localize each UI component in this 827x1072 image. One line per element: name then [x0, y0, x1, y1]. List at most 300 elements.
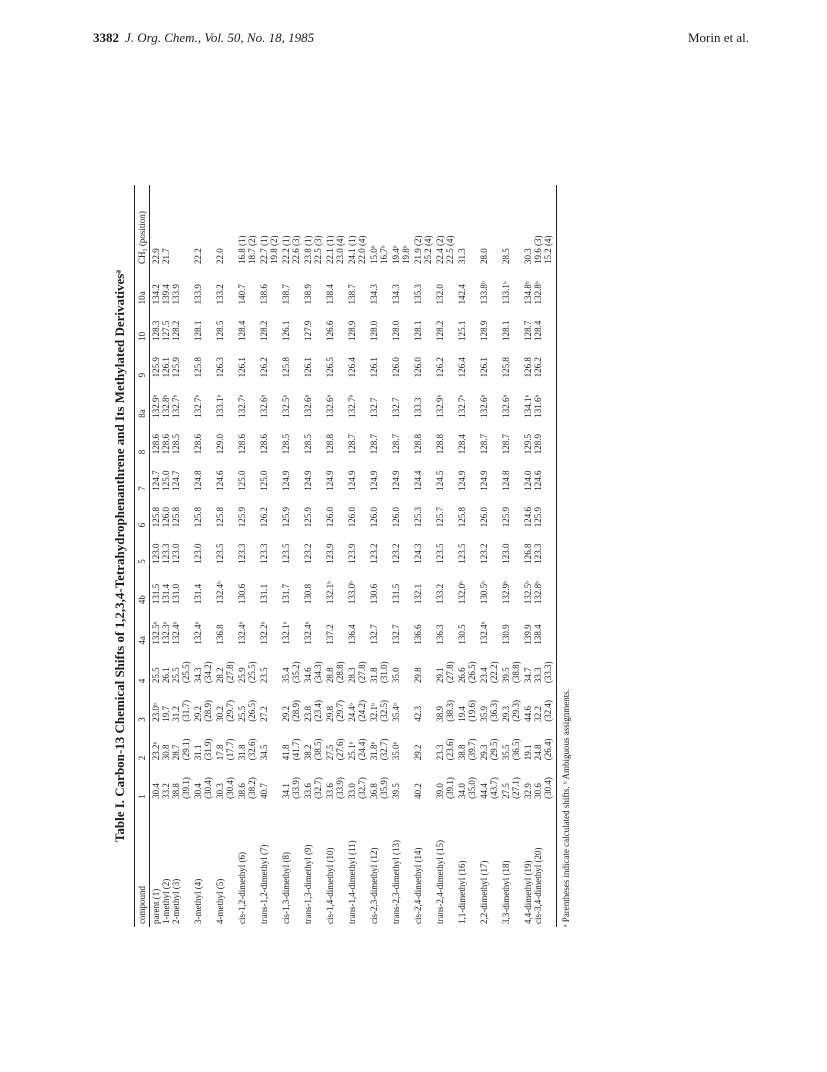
shift-value: (39.7) [467, 738, 477, 761]
shift-value: 123.2 [303, 543, 313, 564]
shift-value: 132.7ᵇ [237, 394, 247, 418]
shift-cell [324, 648, 346, 687]
compound-cell [150, 802, 193, 927]
shift-value: 21.7 [161, 248, 171, 264]
shift-cell [302, 307, 324, 344]
shift-value: (30.4) [225, 777, 235, 799]
shift-value: 132.5ᵇ [151, 621, 161, 645]
shift-value: (32.5) [379, 699, 389, 722]
shift-value: 125.8 [151, 507, 161, 528]
shift-value: 30.4 [193, 783, 203, 799]
shift-value: 30.2 [215, 705, 225, 722]
table-row [434, 185, 456, 927]
shift-value: 128.7 [347, 434, 357, 455]
column-header: 8 [135, 421, 150, 458]
shift-value: 123.3 [237, 543, 247, 564]
shift-value: 128.4 [237, 320, 247, 341]
shift-value: 123.3 [161, 543, 171, 564]
shift-value: 31.3 [457, 248, 467, 264]
shift-value: 125.8 [457, 507, 467, 528]
column-header: 10 [135, 307, 150, 344]
shift-value: (27.1) [511, 777, 521, 799]
compound-cell [478, 802, 500, 927]
shift-value: 22.4 (2) [435, 235, 445, 264]
shift-cell [150, 494, 193, 531]
shift-value: 126.0 [325, 507, 335, 528]
shift-cell [236, 725, 258, 764]
shift-value: 128.8 [435, 434, 445, 455]
shift-cell [390, 185, 412, 267]
shift-value: 38.2 [303, 744, 313, 761]
shift-value: 33.2 [161, 783, 171, 799]
shift-cell [150, 457, 193, 494]
shift-value: 138.9 [303, 284, 313, 305]
shift-cell [478, 494, 500, 531]
shift-cell [150, 185, 193, 267]
shift-cell [434, 380, 456, 420]
shift-value: 128.4 [457, 434, 467, 455]
shift-cell [412, 530, 434, 567]
shift-cell [346, 421, 368, 458]
shift-value: 28.7 [171, 744, 181, 761]
shift-value: 28.3 [347, 667, 357, 684]
shift-cell [500, 380, 522, 420]
shift-value: 124.6 [523, 507, 533, 528]
table-row [412, 185, 434, 927]
shift-value: 123.5 [281, 543, 291, 564]
shift-value: 23.4 [479, 667, 489, 684]
shift-cell [368, 421, 390, 458]
shift-value: 140.7 [237, 284, 247, 305]
shift-value: 35.9 [479, 705, 489, 722]
shift-cell [500, 530, 522, 567]
shift-value: 38.9 [435, 705, 445, 722]
shift-cell [258, 457, 280, 494]
shift-value: (34.2) [203, 661, 213, 684]
shift-cell [412, 725, 434, 764]
shift-value: 132.9ᵇ [435, 394, 445, 418]
shift-value: 23.8 [303, 705, 313, 722]
shift-cell [456, 380, 478, 420]
shift-cell [390, 607, 412, 647]
shift-value: 39.5 [391, 783, 401, 799]
shift-value: 127.5 [161, 320, 171, 341]
column-header: 5 [135, 530, 150, 567]
shift-value: 33.6 [303, 783, 313, 799]
shift-cell [346, 648, 368, 687]
shift-cell [346, 686, 368, 725]
shift-value: 134.1ᵇ [523, 394, 533, 418]
shift-value: 29.2 [193, 705, 203, 722]
shift-value: (34.3) [313, 661, 323, 684]
shift-value: 126.1 [281, 320, 291, 341]
shift-value: 123.5 [215, 543, 225, 564]
shift-value: 22.0 (4) [357, 235, 367, 264]
shift-value: 128.6 [237, 434, 247, 455]
shift-value: (28.9) [291, 699, 301, 722]
shift-cell [302, 267, 324, 307]
shift-value: (17.7) [225, 738, 235, 761]
shift-value: 128.6 [161, 434, 171, 455]
shift-value: (27.6) [335, 738, 345, 761]
shift-cell [412, 267, 434, 307]
shift-cell [522, 267, 557, 307]
shift-cell [192, 686, 214, 725]
shift-cell [214, 686, 236, 725]
shift-value: 23.3 [435, 744, 445, 761]
shift-cell [324, 567, 346, 607]
shift-cell [150, 421, 193, 458]
shift-value: 31.2 [171, 705, 181, 722]
shift-value: (39.1) [445, 777, 455, 799]
compound-cell [258, 802, 280, 927]
shift-cell [368, 763, 390, 802]
shift-cell [258, 607, 280, 647]
shift-cell [280, 344, 302, 381]
chemical-shift-table [134, 185, 557, 927]
shift-cell [280, 725, 302, 764]
shift-value: 22.5 (4) [445, 235, 455, 264]
shift-value: 34.3 [193, 667, 203, 684]
shift-cell [390, 763, 412, 802]
shift-value: 123.2 [479, 543, 489, 564]
shift-cell [368, 607, 390, 647]
shift-value: (27.8) [357, 661, 367, 684]
shift-cell [302, 421, 324, 458]
shift-cell [258, 763, 280, 802]
shift-cell [390, 421, 412, 458]
shift-cell [522, 725, 557, 764]
shift-value: 132.1 [413, 583, 423, 605]
shift-value: 132.6ᵇ [501, 394, 511, 418]
compound-name: cis-1,4-dimethyl (10) [325, 847, 335, 924]
shift-value: (31.9) [203, 738, 213, 761]
shift-value: 125.3 [413, 507, 423, 528]
shift-value: 132.8ᵇ [533, 581, 543, 605]
shift-value: (27.8) [445, 661, 455, 684]
shift-value: 19.8 (2) [269, 235, 279, 264]
shift-cell [456, 494, 478, 531]
shift-value: 25.1ᵇ [347, 741, 357, 761]
shift-value: 127.9 [303, 320, 313, 341]
shift-cell [456, 725, 478, 764]
compound-cell [390, 802, 412, 927]
shift-value: 29.2 [413, 744, 423, 761]
shift-value: 123.0 [151, 543, 161, 564]
shift-value: 125.8 [171, 507, 181, 528]
shift-cell [368, 185, 390, 267]
shift-value: 29.8 [325, 705, 335, 722]
shift-cell [456, 267, 478, 307]
shift-cell [412, 344, 434, 381]
shift-value: 123.3 [259, 543, 269, 564]
page-header-authors: Morin et al. [687, 30, 749, 45]
shift-cell [390, 267, 412, 307]
column-header: 8a [135, 380, 150, 420]
shift-cell [346, 725, 368, 764]
shift-cell [150, 648, 193, 687]
column-header: 4a [135, 607, 150, 647]
shift-cell [258, 185, 280, 267]
journal-citation: J. Org. Chem., Vol. 50, No. 18, 1985 [125, 30, 315, 45]
table-row [302, 185, 324, 927]
shift-value: 128.8 [413, 434, 423, 455]
compound-name: 1,1-dimethyl (16) [457, 860, 467, 924]
shift-value: 124.3 [413, 543, 423, 564]
shift-value: 22.2 [193, 248, 203, 264]
shift-value: 126.0 [347, 507, 357, 528]
shift-value: 30.4 [151, 783, 161, 799]
shift-value: 136.3 [435, 624, 445, 645]
shift-value: (38.2) [247, 777, 257, 799]
shift-cell [412, 607, 434, 647]
shift-value: 27.5 [501, 783, 511, 799]
shift-value: 136.4 [347, 624, 357, 645]
shift-value: (29.1) [181, 738, 191, 761]
compound-name: 4-methyl (5) [215, 878, 225, 924]
shift-cell [258, 725, 280, 764]
shift-cell [478, 530, 500, 567]
shift-value: 125.9 [533, 507, 543, 528]
shift-value: 44.4 [479, 783, 489, 799]
shift-cell [500, 763, 522, 802]
shift-cell [324, 421, 346, 458]
shift-value: 124.8 [193, 470, 203, 491]
shift-value: (35.9) [379, 777, 389, 799]
shift-value: 128.1 [501, 320, 511, 341]
shift-cell [522, 686, 557, 725]
shift-value: 132.8ᵇ [161, 394, 171, 418]
table-row [368, 185, 390, 927]
shift-value: 131.4 [161, 583, 171, 605]
shift-value: 136.8 [215, 624, 225, 645]
compound-name: trans-1,4-dimethyl (11) [347, 840, 357, 924]
shift-value: 23.0 (4) [335, 235, 345, 264]
shift-cell [258, 421, 280, 458]
shift-cell [456, 567, 478, 607]
shift-value: (35.2) [291, 661, 301, 684]
shift-value: 132.7ᵇ [171, 394, 181, 418]
table-footnote: ᵃ Parentheses indicate calculated shifts. ᵇ Ambiguous assignments. [561, 689, 571, 927]
compound-name: 3-methyl (4) [193, 878, 203, 924]
shift-value: 23.0ᵇ [151, 703, 161, 722]
shift-value: 128.5 [303, 434, 313, 455]
shift-value: 131.0 [171, 583, 181, 605]
shift-value: 126.2 [259, 357, 269, 378]
shift-cell [192, 307, 214, 344]
shift-value: 22.6 (3) [291, 235, 301, 264]
shift-cell [150, 607, 193, 647]
shift-value: 135.3 [413, 284, 423, 305]
shift-cell [236, 185, 258, 267]
shift-cell [258, 344, 280, 381]
shift-value: (30.4) [203, 777, 213, 799]
shift-value: 126.1 [237, 357, 247, 378]
shift-value: 132.4ᵇ [193, 621, 203, 645]
shift-value: 126.1 [303, 357, 313, 378]
shift-value: 128.9 [347, 320, 357, 341]
shift-value: 126.0 [479, 507, 489, 528]
shift-value: 28.2 [215, 667, 225, 684]
shift-value: 125.8 [281, 357, 291, 378]
column-header: 4b [135, 567, 150, 607]
shift-cell [192, 494, 214, 531]
shift-cell [280, 530, 302, 567]
shift-cell [412, 648, 434, 687]
shift-cell [522, 607, 557, 647]
shift-cell [346, 763, 368, 802]
shift-value: 35.0ᵇ [391, 741, 401, 761]
shift-value: (33.9) [335, 777, 345, 799]
shift-value: 128.0 [369, 320, 379, 341]
shift-cell [434, 421, 456, 458]
shift-cell [280, 567, 302, 607]
shift-value: 126.3 [215, 357, 225, 378]
shift-value: 126.0 [161, 507, 171, 528]
shift-value: 128.9 [479, 320, 489, 341]
shift-value: 24.1 (1) [347, 235, 357, 264]
shift-cell [390, 344, 412, 381]
shift-value: (27.8) [225, 661, 235, 684]
shift-cell [324, 380, 346, 420]
shift-value: (29.3) [511, 699, 521, 722]
shift-value: 123.0 [501, 543, 511, 564]
shift-cell [434, 494, 456, 531]
shift-value: 26.6 [457, 667, 467, 684]
shift-cell [368, 686, 390, 725]
shift-value: 29.8 [413, 667, 423, 684]
shift-cell [324, 686, 346, 725]
shift-value: 19.6 (3) [533, 235, 543, 264]
table-row [324, 185, 346, 927]
shift-cell [500, 185, 522, 267]
table-row [214, 185, 236, 927]
shift-cell [522, 185, 557, 267]
shift-value: (25.5) [181, 661, 191, 684]
shift-value: 38.6 [237, 783, 247, 799]
shift-value: 131.5 [391, 583, 401, 605]
shift-cell [412, 380, 434, 420]
shift-cell [302, 530, 324, 567]
shift-cell [302, 725, 324, 764]
shift-value: 132.2ᵇ [259, 621, 269, 645]
shift-value: 133.2 [215, 284, 225, 305]
shift-value: (32.7) [313, 777, 323, 799]
shift-value: 25.5 [151, 667, 161, 684]
shift-value: 124.9 [303, 470, 313, 491]
shift-value: (29.7) [335, 699, 345, 722]
shift-value: 31.1 [193, 744, 203, 761]
shift-value: 38.8 [457, 744, 467, 761]
shift-value: 130.9 [501, 624, 511, 645]
shift-cell [478, 725, 500, 764]
shift-value: 40.2 [413, 783, 423, 799]
shift-cell [324, 457, 346, 494]
shift-value: 23.2ᵇ [151, 741, 161, 761]
shift-value: 132.9ᵇ [151, 394, 161, 418]
shift-value: 139.4 [161, 284, 171, 305]
shift-cell [456, 763, 478, 802]
shift-value: 124.9 [347, 470, 357, 491]
shift-cell [302, 567, 324, 607]
shift-value: (19.6) [467, 699, 477, 722]
shift-value: 36.8 [369, 783, 379, 799]
shift-value: 29.3 [479, 744, 489, 761]
shift-cell [280, 494, 302, 531]
shift-value: 132.1ᵇ [325, 581, 335, 605]
shift-cell [390, 567, 412, 607]
shift-value: 132.7ᵇ [347, 394, 357, 418]
shift-value: 138.7 [281, 284, 291, 305]
shift-value: 126.8 [523, 543, 533, 564]
shift-cell [214, 607, 236, 647]
shift-value: 126.6 [325, 320, 335, 341]
shift-cell [522, 567, 557, 607]
shift-cell [258, 530, 280, 567]
shift-value: 35.5 [501, 744, 511, 761]
shift-cell [236, 763, 258, 802]
shift-cell [236, 567, 258, 607]
shift-value: 35.4 [281, 667, 291, 684]
shift-cell [456, 307, 478, 344]
shift-value: 133.9 [193, 284, 203, 305]
shift-cell [192, 344, 214, 381]
shift-value: 125.8 [193, 357, 203, 378]
shift-cell [412, 763, 434, 802]
shift-value: 133.1ᵇ [215, 394, 225, 418]
shift-value: 132.9ᵇ [501, 581, 511, 605]
shift-cell [368, 344, 390, 381]
shift-value: 19.4 [457, 705, 467, 722]
table-row [236, 185, 258, 927]
shift-cell [522, 530, 557, 567]
shift-value: (33.9) [291, 777, 301, 799]
shift-value: 125.8 [501, 357, 511, 378]
shift-cell [214, 421, 236, 458]
shift-value: 30.8 [161, 744, 171, 761]
shift-value: 124.6 [533, 470, 543, 491]
shift-cell [346, 494, 368, 531]
shift-value: 124.9 [457, 470, 467, 491]
shift-cell [236, 421, 258, 458]
shift-cell [434, 185, 456, 267]
shift-value: 25.9 [237, 667, 247, 684]
shift-value: 32.2 [533, 705, 543, 722]
shift-value: 132.7ᵇ [457, 394, 467, 418]
shift-cell [412, 567, 434, 607]
shift-value: (23.4) [313, 699, 323, 722]
shift-cell [324, 344, 346, 381]
shift-cell [280, 457, 302, 494]
shift-value: (26.4) [543, 738, 553, 761]
shift-value: (31.7) [181, 699, 191, 722]
shift-value: (38.5) [313, 738, 323, 761]
shift-cell [302, 380, 324, 420]
shift-cell [368, 648, 390, 687]
shift-value: 132.3ᵇ [161, 621, 171, 645]
shift-cell [478, 567, 500, 607]
shift-value: (41.7) [291, 738, 301, 761]
shift-cell [192, 567, 214, 607]
shift-cell [390, 725, 412, 764]
compound-cell [280, 802, 302, 927]
shift-cell [368, 380, 390, 420]
shift-value: (39.1) [181, 777, 191, 799]
shift-cell [478, 648, 500, 687]
shift-value: 128.1 [413, 320, 423, 341]
shift-value: 124.0 [523, 470, 533, 491]
shift-cell [346, 307, 368, 344]
